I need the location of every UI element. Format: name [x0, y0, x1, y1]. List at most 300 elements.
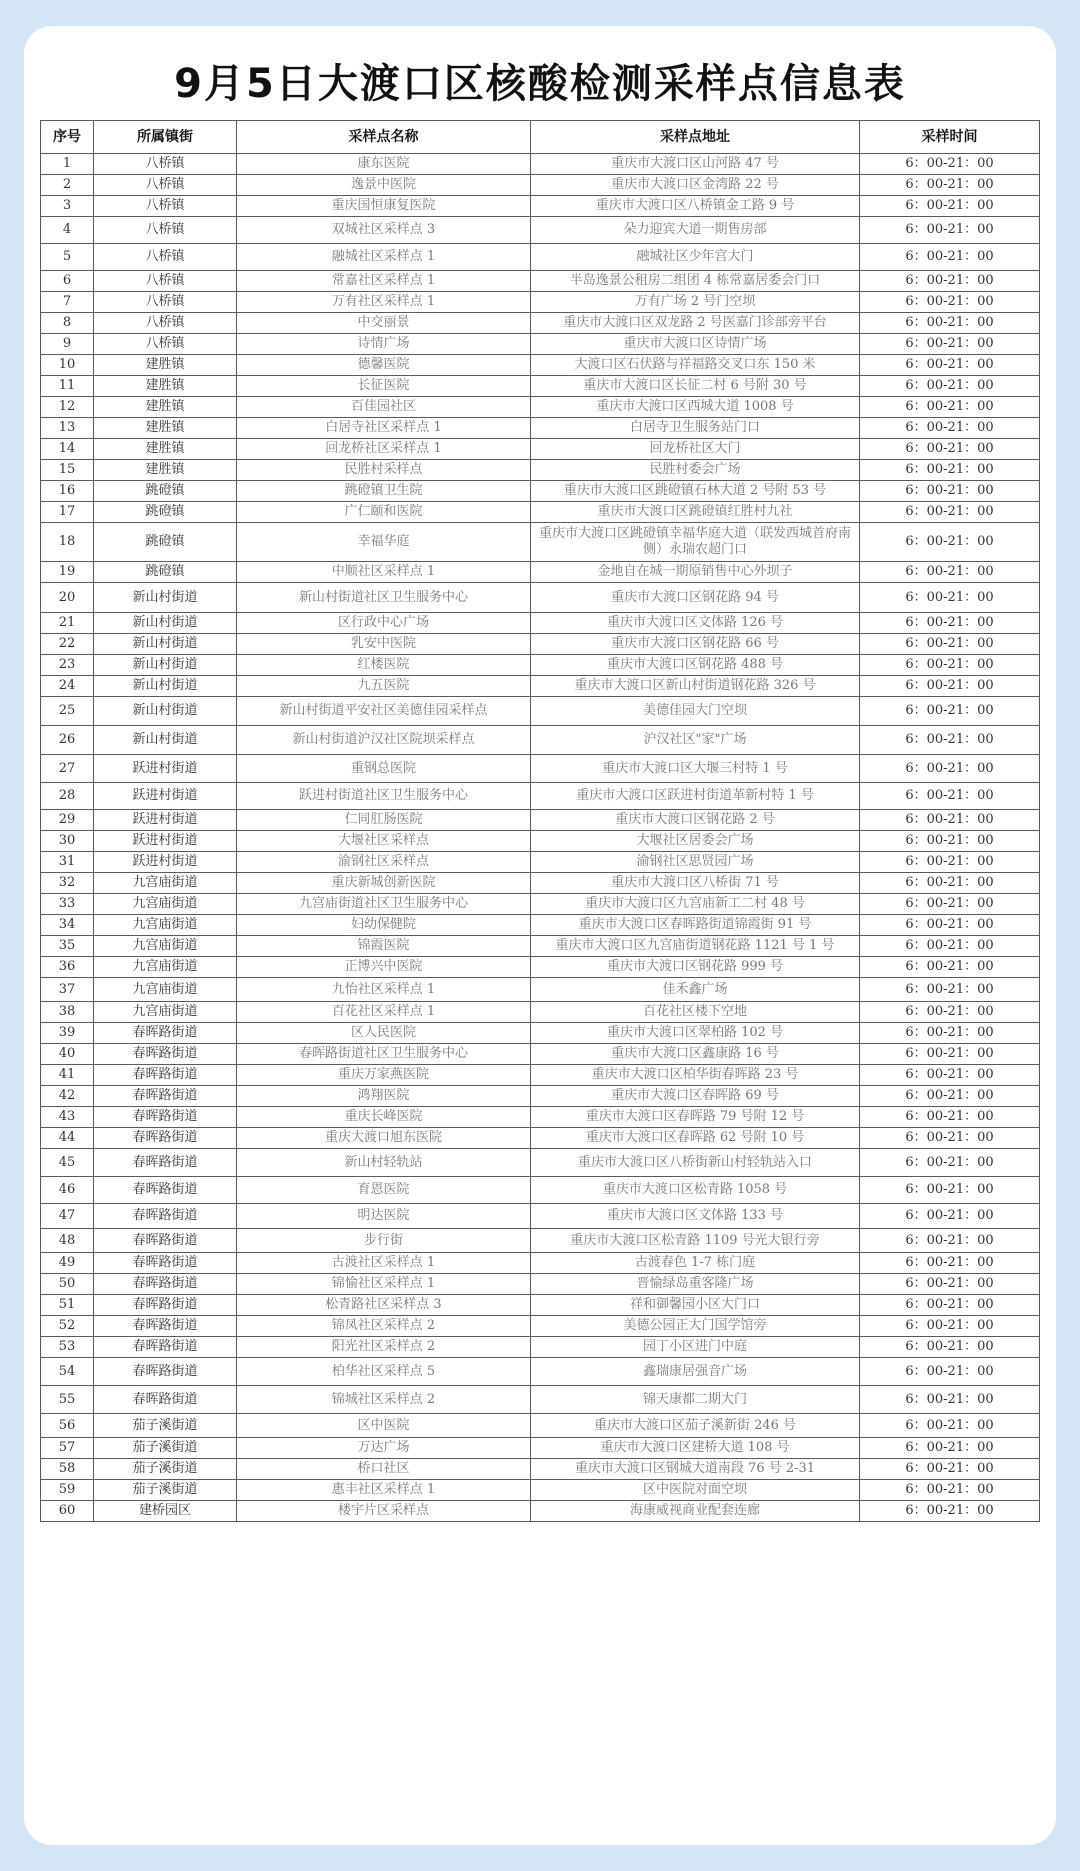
row-sampling-time: 6：00-21：00 [860, 523, 1040, 562]
row-site-name: 融城社区采样点 1 [237, 244, 531, 271]
row-site-address: 重庆市大渡口区春晖路 69 号 [531, 1086, 860, 1107]
row-town: 春晖路街道 [94, 1149, 237, 1177]
row-sampling-time: 6：00-21：00 [860, 1086, 1040, 1107]
table-row [41, 613, 1040, 634]
table-row [41, 1438, 1040, 1459]
page-title: 9月5日大渡口区核酸检测采样点信息表 [174, 61, 906, 107]
sampling-sites-table [40, 120, 1040, 1522]
row-sampling-time: 6：00-21：00 [860, 1044, 1040, 1065]
row-site-address: 园丁小区进门中庭 [531, 1337, 860, 1358]
document-card [24, 26, 1056, 1845]
row-site-name: 九五医院 [237, 676, 531, 697]
row-site-address: 重庆市大渡口区钢花路 66 号 [531, 634, 860, 655]
row-site-name: 中交丽景 [237, 313, 531, 334]
row-site-address: 重庆市大渡口区钢城大道南段 76 号 2-31 [531, 1459, 860, 1480]
header-sampling-time: 采样时间 [860, 121, 1040, 154]
row-sampling-time: 6：00-21：00 [860, 915, 1040, 936]
table-row [41, 1002, 1040, 1023]
row-town: 春晖路街道 [94, 1386, 237, 1414]
row-town: 春晖路街道 [94, 1274, 237, 1295]
row-site-address: 重庆市大渡口区诗情广场 [531, 334, 860, 355]
row-site-name: 逸景中医院 [237, 175, 531, 196]
row-town: 跃进村街道 [94, 810, 237, 831]
row-index: 12 [41, 397, 94, 418]
row-site-name: 幸福华庭 [237, 523, 531, 562]
row-index: 51 [41, 1295, 94, 1316]
row-town: 茄子溪街道 [94, 1414, 237, 1438]
row-site-address: 大渡口区石伏路与祥福路交叉口东 150 米 [531, 355, 860, 376]
row-site-address: 重庆市大渡口区春晖路街道锦霞街 91 号 [531, 915, 860, 936]
table-row [41, 978, 1040, 1002]
table-row [41, 697, 1040, 726]
row-site-name: 白居寺社区采样点 1 [237, 418, 531, 439]
row-sampling-time: 6：00-21：00 [860, 1459, 1040, 1480]
table-row [41, 355, 1040, 376]
row-site-name: 常嘉社区采样点 1 [237, 271, 531, 292]
row-site-name: 新山村轻轨站 [237, 1149, 531, 1177]
row-sampling-time: 6：00-21：00 [860, 894, 1040, 915]
row-town: 建胜镇 [94, 460, 237, 481]
row-site-address: 重庆市大渡口区松青路 1058 号 [531, 1177, 860, 1204]
row-index: 60 [41, 1501, 94, 1522]
row-town: 春晖路街道 [94, 1107, 237, 1128]
row-site-name: 春晖路街道社区卫生服务中心 [237, 1044, 531, 1065]
row-site-name: 仁同肛肠医院 [237, 810, 531, 831]
row-site-address: 重庆市大渡口区春晖路 79 号附 12 号 [531, 1107, 860, 1128]
row-site-name: 阳光社区采样点 2 [237, 1337, 531, 1358]
row-town: 建胜镇 [94, 418, 237, 439]
row-site-address: 重庆市大渡口区鑫康路 16 号 [531, 1044, 860, 1065]
row-town: 跃进村街道 [94, 831, 237, 852]
row-index: 32 [41, 873, 94, 894]
row-site-address: 重庆市大渡口区跳磴镇石林大道 2 号附 53 号 [531, 481, 860, 502]
row-town: 八桥镇 [94, 196, 237, 217]
row-town: 茄子溪街道 [94, 1459, 237, 1480]
row-index: 34 [41, 915, 94, 936]
row-town: 春晖路街道 [94, 1044, 237, 1065]
row-site-address: 渝钢社区思贤园广场 [531, 852, 860, 873]
row-index: 20 [41, 583, 94, 613]
table-row [41, 376, 1040, 397]
row-site-name: 正博兴中医院 [237, 957, 531, 978]
row-index: 6 [41, 271, 94, 292]
row-town: 春晖路街道 [94, 1065, 237, 1086]
row-site-address: 重庆市大渡口区八桥街新山村轻轨站入口 [531, 1149, 860, 1177]
row-site-name: 锦霞医院 [237, 936, 531, 957]
table-row [41, 1358, 1040, 1386]
row-index: 58 [41, 1459, 94, 1480]
row-index: 5 [41, 244, 94, 271]
row-index: 59 [41, 1480, 94, 1501]
table-row [41, 1337, 1040, 1358]
row-site-address: 重庆市大渡口区八桥镇金工路 9 号 [531, 196, 860, 217]
row-sampling-time: 6：00-21：00 [860, 634, 1040, 655]
row-sampling-time: 6：00-21：00 [860, 355, 1040, 376]
table-row [41, 460, 1040, 481]
row-sampling-time: 6：00-21：00 [860, 334, 1040, 355]
row-town: 建桥园区 [94, 1501, 237, 1522]
table-row [41, 217, 1040, 244]
row-index: 38 [41, 1002, 94, 1023]
row-site-name: 重庆长峰医院 [237, 1107, 531, 1128]
row-site-name: 红楼医院 [237, 655, 531, 676]
row-sampling-time: 6：00-21：00 [860, 755, 1040, 783]
row-site-address: 朵力迎宾大道一期售房部 [531, 217, 860, 244]
table-row [41, 583, 1040, 613]
row-site-address: 白居寺卫生服务站门口 [531, 418, 860, 439]
row-sampling-time: 6：00-21：00 [860, 783, 1040, 810]
row-site-address: 晋愉绿岛重客隆广场 [531, 1274, 860, 1295]
row-site-name: 妇幼保健院 [237, 915, 531, 936]
row-sampling-time: 6：00-21：00 [860, 460, 1040, 481]
row-index: 52 [41, 1316, 94, 1337]
row-index: 24 [41, 676, 94, 697]
row-sampling-time: 6：00-21：00 [860, 810, 1040, 831]
row-index: 26 [41, 726, 94, 755]
row-sampling-time: 6：00-21：00 [860, 1253, 1040, 1274]
row-index: 47 [41, 1204, 94, 1229]
row-town: 建胜镇 [94, 376, 237, 397]
table-row [41, 481, 1040, 502]
row-index: 55 [41, 1386, 94, 1414]
row-index: 33 [41, 894, 94, 915]
row-site-name: 重庆大渡口旭东医院 [237, 1128, 531, 1149]
row-site-name: 乳安中医院 [237, 634, 531, 655]
table-row [41, 1023, 1040, 1044]
row-sampling-time: 6：00-21：00 [860, 397, 1040, 418]
row-town: 新山村街道 [94, 634, 237, 655]
row-site-address: 重庆市大渡口区双龙路 2 号医嘉门诊部旁平台 [531, 313, 860, 334]
row-sampling-time: 6：00-21：00 [860, 1128, 1040, 1149]
row-site-name: 柏华社区采样点 5 [237, 1358, 531, 1386]
row-sampling-time: 6：00-21：00 [860, 1358, 1040, 1386]
row-site-address: 重庆市大渡口区建桥大道 108 号 [531, 1438, 860, 1459]
row-site-name: 九宫庙街道社区卫生服务中心 [237, 894, 531, 915]
row-site-address: 重庆市大渡口区长征二村 6 号附 30 号 [531, 376, 860, 397]
row-index: 14 [41, 439, 94, 460]
row-site-address: 祥和御馨园小区大门口 [531, 1295, 860, 1316]
row-site-name: 广仁颐和医院 [237, 502, 531, 523]
row-site-address: 半岛逸景公租房二组团 4 栋常嘉居委会门口 [531, 271, 860, 292]
row-index: 7 [41, 292, 94, 313]
row-site-address: 回龙桥社区大门 [531, 439, 860, 460]
row-sampling-time: 6：00-21：00 [860, 271, 1040, 292]
row-index: 46 [41, 1177, 94, 1204]
row-town: 九宫庙街道 [94, 1002, 237, 1023]
table-row [41, 271, 1040, 292]
row-town: 跳磴镇 [94, 523, 237, 562]
row-sampling-time: 6：00-21：00 [860, 418, 1040, 439]
row-sampling-time: 6：00-21：00 [860, 936, 1040, 957]
row-index: 44 [41, 1128, 94, 1149]
row-sampling-time: 6：00-21：00 [860, 244, 1040, 271]
row-site-name: 九怡社区采样点 1 [237, 978, 531, 1002]
row-site-name: 诗情广场 [237, 334, 531, 355]
row-index: 37 [41, 978, 94, 1002]
table-row [41, 1204, 1040, 1229]
row-site-name: 区人民医院 [237, 1023, 531, 1044]
row-site-address: 佳禾鑫广场 [531, 978, 860, 1002]
row-town: 春晖路街道 [94, 1204, 237, 1229]
row-sampling-time: 6：00-21：00 [860, 313, 1040, 334]
row-town: 跃进村街道 [94, 783, 237, 810]
table-row [41, 810, 1040, 831]
row-site-address: 重庆市大渡口区茄子溪新街 246 号 [531, 1414, 860, 1438]
row-site-address: 鑫瑞康居强音广场 [531, 1358, 860, 1386]
row-town: 春晖路街道 [94, 1337, 237, 1358]
table-row [41, 292, 1040, 313]
row-site-address: 融城社区少年宫大门 [531, 244, 860, 271]
row-site-name: 明达医院 [237, 1204, 531, 1229]
row-site-name: 德馨医院 [237, 355, 531, 376]
row-town: 新山村街道 [94, 583, 237, 613]
row-index: 9 [41, 334, 94, 355]
row-site-name: 中顺社区采样点 1 [237, 562, 531, 583]
row-site-name: 步行街 [237, 1229, 531, 1253]
row-sampling-time: 6：00-21：00 [860, 502, 1040, 523]
row-index: 22 [41, 634, 94, 655]
row-site-address: 重庆市大渡口区九宫庙新工二村 48 号 [531, 894, 860, 915]
row-site-name: 新山村街道沪汉社区院坝采样点 [237, 726, 531, 755]
row-index: 11 [41, 376, 94, 397]
row-index: 15 [41, 460, 94, 481]
row-site-address: 重庆市大渡口区九宫庙街道钢花路 1121 号 1 号 [531, 936, 860, 957]
table-row [41, 1086, 1040, 1107]
row-index: 1 [41, 154, 94, 175]
row-site-address: 重庆市大渡口区跳磴镇红胜村九社 [531, 502, 860, 523]
row-site-name: 重钢总医院 [237, 755, 531, 783]
row-site-name: 楼宇片区采样点 [237, 1501, 531, 1522]
row-town: 茄子溪街道 [94, 1480, 237, 1501]
row-site-address: 重庆市大渡口区新山村街道钢花路 326 号 [531, 676, 860, 697]
table-row [41, 1274, 1040, 1295]
row-town: 九宫庙街道 [94, 915, 237, 936]
table-row [41, 1414, 1040, 1438]
row-site-name: 新山村街道平安社区美德佳园采样点 [237, 697, 531, 726]
row-site-address: 重庆市大渡口区跃进村街道革新村特 1 号 [531, 783, 860, 810]
row-site-name: 惠丰社区采样点 1 [237, 1480, 531, 1501]
row-index: 36 [41, 957, 94, 978]
header-town: 所属镇街 [94, 121, 237, 154]
table-row [41, 831, 1040, 852]
row-site-address: 重庆市大渡口区西城大道 1008 号 [531, 397, 860, 418]
row-site-address: 美德公园正大门国学馆旁 [531, 1316, 860, 1337]
row-sampling-time: 6：00-21：00 [860, 562, 1040, 583]
row-site-address: 重庆市大渡口区钢花路 2 号 [531, 810, 860, 831]
row-index: 17 [41, 502, 94, 523]
table-row [41, 936, 1040, 957]
row-town: 九宫庙街道 [94, 936, 237, 957]
row-site-name: 民胜村采样点 [237, 460, 531, 481]
row-site-address: 重庆市大渡口区松青路 1109 号光大银行旁 [531, 1229, 860, 1253]
row-index: 30 [41, 831, 94, 852]
row-town: 新山村街道 [94, 726, 237, 755]
row-site-name: 区中医院 [237, 1414, 531, 1438]
row-site-address: 重庆市大渡口区钢花路 488 号 [531, 655, 860, 676]
row-index: 41 [41, 1065, 94, 1086]
row-sampling-time: 6：00-21：00 [860, 1002, 1040, 1023]
row-site-address: 百花社区楼下空地 [531, 1002, 860, 1023]
row-town: 八桥镇 [94, 175, 237, 196]
table-row [41, 397, 1040, 418]
table-row [41, 196, 1040, 217]
table-row [41, 676, 1040, 697]
row-site-name: 松青路社区采样点 3 [237, 1295, 531, 1316]
row-sampling-time: 6：00-21：00 [860, 957, 1040, 978]
row-town: 春晖路街道 [94, 1229, 237, 1253]
row-sampling-time: 6：00-21：00 [860, 1149, 1040, 1177]
table-row [41, 562, 1040, 583]
row-index: 57 [41, 1438, 94, 1459]
row-site-name: 区行政中心广场 [237, 613, 531, 634]
table-row [41, 439, 1040, 460]
row-site-name: 锦城社区采样点 2 [237, 1386, 531, 1414]
row-site-address: 大堰社区居委会广场 [531, 831, 860, 852]
table-row [41, 1044, 1040, 1065]
row-town: 八桥镇 [94, 334, 237, 355]
row-town: 跃进村街道 [94, 852, 237, 873]
row-index: 43 [41, 1107, 94, 1128]
table-row [41, 1386, 1040, 1414]
table-row [41, 783, 1040, 810]
row-town: 春晖路街道 [94, 1295, 237, 1316]
row-sampling-time: 6：00-21：00 [860, 1177, 1040, 1204]
row-town: 八桥镇 [94, 292, 237, 313]
row-index: 40 [41, 1044, 94, 1065]
table-row [41, 1501, 1040, 1522]
row-town: 八桥镇 [94, 244, 237, 271]
row-site-address: 重庆市大渡口区柏华街春晖路 23 号 [531, 1065, 860, 1086]
table-row [41, 418, 1040, 439]
table-row [41, 852, 1040, 873]
row-index: 28 [41, 783, 94, 810]
row-town: 九宫庙街道 [94, 978, 237, 1002]
row-sampling-time: 6：00-21：00 [860, 439, 1040, 460]
row-site-address: 金地自在城一期原销售中心外坝子 [531, 562, 860, 583]
table-row [41, 502, 1040, 523]
row-index: 23 [41, 655, 94, 676]
row-town: 跃进村街道 [94, 755, 237, 783]
table-row [41, 523, 1040, 562]
row-town: 春晖路街道 [94, 1253, 237, 1274]
header-site-address: 采样点地址 [531, 121, 860, 154]
table-header-row [41, 121, 1040, 154]
row-site-address: 重庆市大渡口区跳磴镇幸福华庭大道（联发西城首府南侧）永瑞农超门口 [531, 523, 860, 562]
row-site-name: 渝钢社区采样点 [237, 852, 531, 873]
row-index: 50 [41, 1274, 94, 1295]
table-row [41, 1107, 1040, 1128]
row-index: 25 [41, 697, 94, 726]
table-row [41, 755, 1040, 783]
table-row [41, 1316, 1040, 1337]
row-town: 八桥镇 [94, 217, 237, 244]
row-sampling-time: 6：00-21：00 [860, 1480, 1040, 1501]
row-sampling-time: 6：00-21：00 [860, 1023, 1040, 1044]
row-town: 春晖路街道 [94, 1023, 237, 1044]
row-site-address: 古渡春色 1-7 栋门庭 [531, 1253, 860, 1274]
table-row [41, 1229, 1040, 1253]
table-row [41, 634, 1040, 655]
row-site-name: 重庆国恒康复医院 [237, 196, 531, 217]
row-site-name: 鸿翔医院 [237, 1086, 531, 1107]
row-site-address: 重庆市大渡口区文体路 133 号 [531, 1204, 860, 1229]
row-site-address: 沪汉社区"家"广场 [531, 726, 860, 755]
row-sampling-time: 6：00-21：00 [860, 376, 1040, 397]
row-site-name: 锦凤社区采样点 2 [237, 1316, 531, 1337]
row-sampling-time: 6：00-21：00 [860, 1386, 1040, 1414]
table-row [41, 873, 1040, 894]
row-site-address: 锦天康都二期大门 [531, 1386, 860, 1414]
header-site-name: 采样点名称 [237, 121, 531, 154]
row-town: 新山村街道 [94, 697, 237, 726]
table-row [41, 175, 1040, 196]
table-row [41, 1128, 1040, 1149]
row-index: 4 [41, 217, 94, 244]
row-sampling-time: 6：00-21：00 [860, 655, 1040, 676]
row-sampling-time: 6：00-21：00 [860, 1107, 1040, 1128]
row-index: 45 [41, 1149, 94, 1177]
row-index: 16 [41, 481, 94, 502]
row-index: 13 [41, 418, 94, 439]
table-row [41, 1459, 1040, 1480]
row-site-address: 重庆市大渡口区钢花路 999 号 [531, 957, 860, 978]
row-site-address: 重庆市大渡口区春晖路 62 号附 10 号 [531, 1128, 860, 1149]
row-town: 建胜镇 [94, 439, 237, 460]
table-row [41, 1177, 1040, 1204]
row-town: 九宫庙街道 [94, 894, 237, 915]
row-site-name: 回龙桥社区采样点 1 [237, 439, 531, 460]
row-town: 新山村街道 [94, 676, 237, 697]
row-sampling-time: 6：00-21：00 [860, 292, 1040, 313]
row-town: 春晖路街道 [94, 1177, 237, 1204]
row-sampling-time: 6：00-21：00 [860, 1501, 1040, 1522]
row-sampling-time: 6：00-21：00 [860, 676, 1040, 697]
row-site-name: 跳磴镇卫生院 [237, 481, 531, 502]
row-sampling-time: 6：00-21：00 [860, 154, 1040, 175]
row-sampling-time: 6：00-21：00 [860, 1316, 1040, 1337]
row-town: 八桥镇 [94, 154, 237, 175]
table-row [41, 154, 1040, 175]
row-index: 27 [41, 755, 94, 783]
row-site-name: 百花社区采样点 1 [237, 1002, 531, 1023]
row-sampling-time: 6：00-21：00 [860, 831, 1040, 852]
row-site-name: 康东医院 [237, 154, 531, 175]
row-site-name: 长征医院 [237, 376, 531, 397]
row-index: 48 [41, 1229, 94, 1253]
table-row [41, 915, 1040, 936]
row-site-address: 重庆市大渡口区金湾路 22 号 [531, 175, 860, 196]
table-row [41, 726, 1040, 755]
row-index: 35 [41, 936, 94, 957]
row-site-name: 新山村街道社区卫生服务中心 [237, 583, 531, 613]
row-sampling-time: 6：00-21：00 [860, 852, 1040, 873]
table-row [41, 334, 1040, 355]
row-town: 新山村街道 [94, 655, 237, 676]
row-site-address: 海康威视商业配套连廊 [531, 1501, 860, 1522]
row-sampling-time: 6：00-21：00 [860, 726, 1040, 755]
row-site-name: 万达广场 [237, 1438, 531, 1459]
row-index: 19 [41, 562, 94, 583]
table-row [41, 244, 1040, 271]
row-sampling-time: 6：00-21：00 [860, 1295, 1040, 1316]
row-index: 3 [41, 196, 94, 217]
row-index: 8 [41, 313, 94, 334]
table-row [41, 655, 1040, 676]
row-site-name: 育恩医院 [237, 1177, 531, 1204]
row-site-name: 桥口社区 [237, 1459, 531, 1480]
row-town: 建胜镇 [94, 355, 237, 376]
row-site-address: 重庆市大渡口区大堰三村特 1 号 [531, 755, 860, 783]
